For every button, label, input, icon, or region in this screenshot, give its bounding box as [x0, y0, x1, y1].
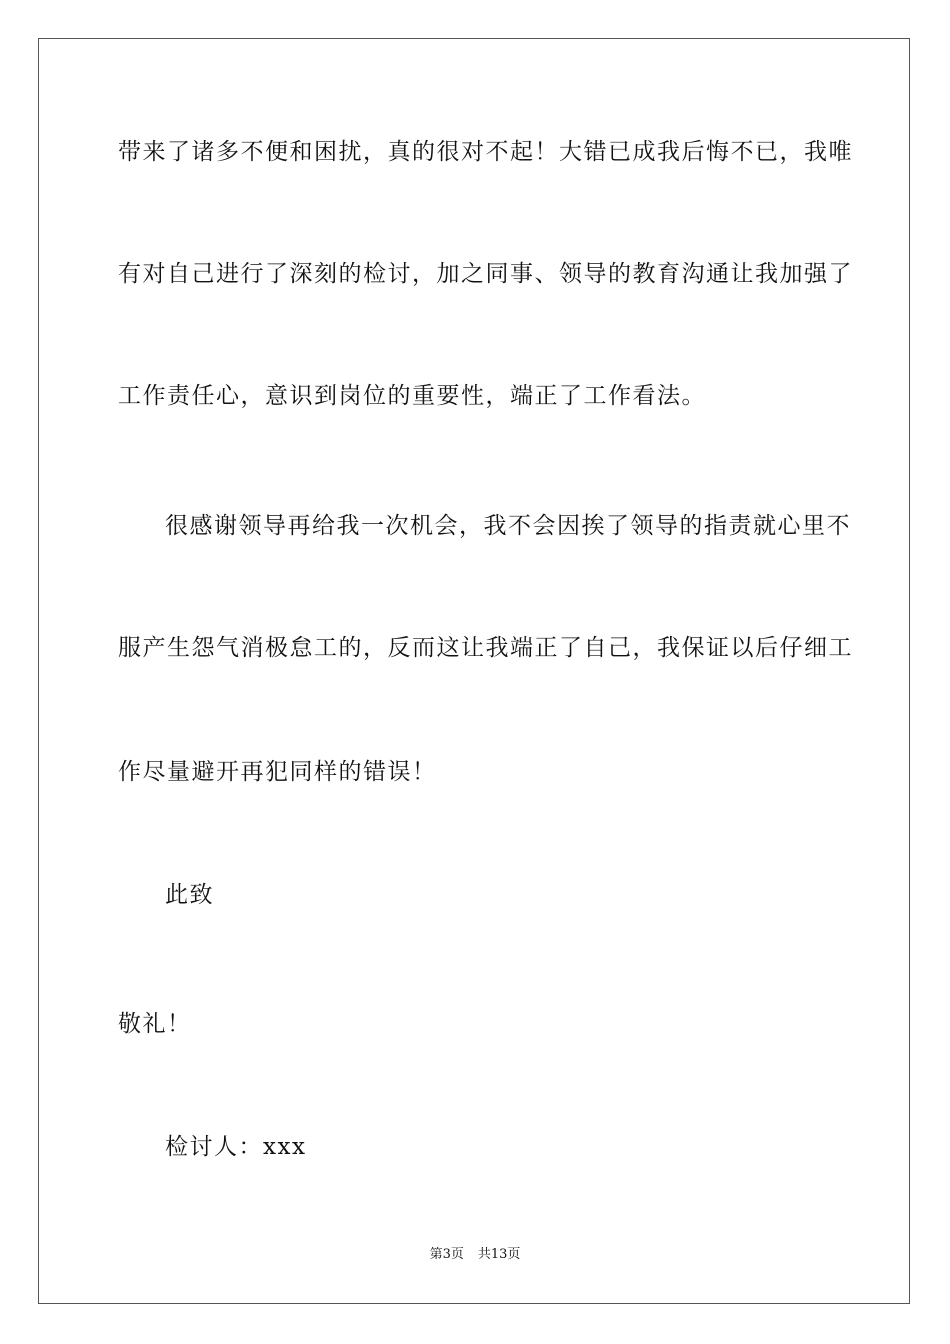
body-line-3: 工作责任心，意识到岗位的重要性，端正了工作看法。: [118, 383, 706, 409]
body-line-6: 作尽量避开再犯同样的错误！: [118, 759, 437, 785]
page-number: 第3页: [429, 1247, 464, 1262]
body-line-1: 带来了诸多不便和困扰，真的很对不起！大错已成我后悔不已，我唯: [118, 139, 853, 165]
body-line-4: 很感谢领导再给我一次机会，我不会因挨了领导的指责就心里不: [165, 513, 851, 539]
page-total: 共13页: [477, 1247, 521, 1262]
page-frame: [38, 38, 910, 1304]
page-footer: [0, 1246, 950, 1264]
signature-line: 检讨人：xxx: [165, 1134, 307, 1160]
body-line-2: 有对自己进行了深刻的检讨，加之同事、领导的教育沟通让我加强了: [118, 261, 853, 287]
closing-salutation: 此致: [165, 882, 214, 908]
body-line-5: 服产生怨气消极怠工的，反而这让我端正了自己，我保证以后仔细工: [118, 635, 853, 661]
closing-regards: 敬礼！: [118, 1011, 192, 1037]
